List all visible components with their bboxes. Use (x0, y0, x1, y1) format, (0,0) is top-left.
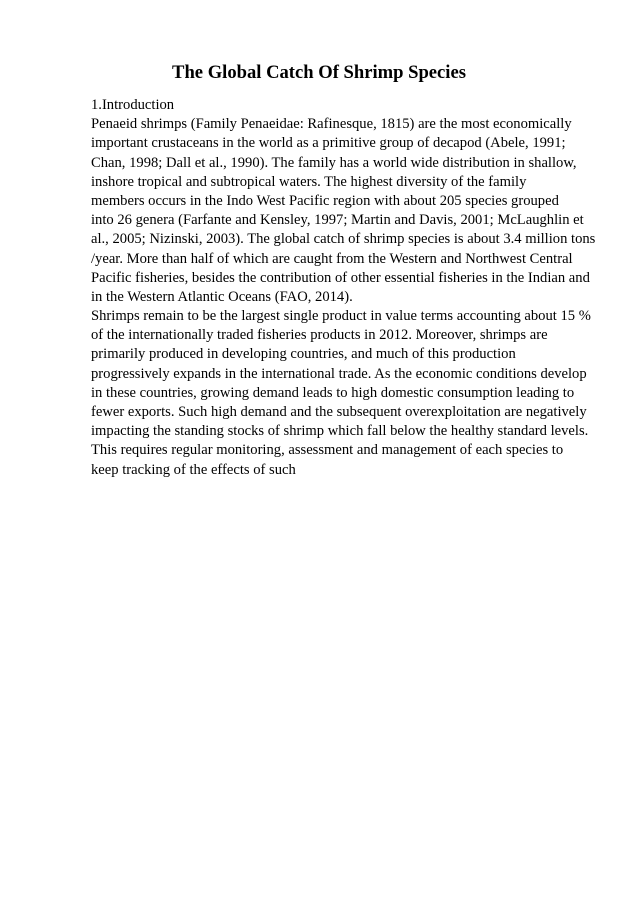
text-line: primarily produced in developing countries, and much of this production (91, 346, 516, 363)
text-line: in these countries, growing demand leads to high domestic consumption leading to (91, 384, 575, 401)
document-body (91, 96, 601, 480)
text-line: of the internationally traded fisheries products in 2012. Moreover, shrimps are (91, 327, 548, 344)
section-heading-introduction: 1.Introduction (91, 97, 175, 113)
text-line: progressively expands in the international trade. As the economic conditions develop (91, 365, 587, 382)
text-line: keep tracking of the effects of such (91, 461, 296, 478)
text-line: /year. More than half of which are caught from the Western and Northwest Central (91, 250, 573, 267)
text-line: Shrimps remain to be the largest single product in value terms accounting about 15 % (91, 308, 591, 325)
text-line: Penaeid shrimps (Family Penaeidae: Rafinesque, 1815) are the most economically (91, 116, 572, 133)
text-line: Chan, 1998; Dall et al., 1990). The family has a world wide distribution in shallow, (91, 154, 577, 171)
text-line: Pacific fisheries, besides the contribution of other essential fisheries in the Indian and (91, 269, 590, 286)
text-line: in the Western Atlantic Oceans (FAO, 2014). (91, 288, 353, 305)
document-title: The Global Catch Of Shrimp Species (172, 62, 466, 83)
text-line: inshore tropical and subtropical waters. The highest diversity of the family (91, 173, 527, 190)
text-line: impacting the standing stocks of shrimp which fall below the healthy standard levels. (91, 423, 589, 440)
text-line: This requires regular monitoring, assessment and management of each species to (91, 442, 564, 459)
text-line: important crustaceans in the world as a primitive group of decapod (Abele, 1991; (91, 135, 566, 152)
text-line: into 26 genera (Farfante and Kensley, 1997; Martin and Davis, 2001; McLaughlin et (91, 212, 584, 229)
text-line: al., 2005; Nizinski, 2003). The global catch of shrimp species is about 3.4 million tons (91, 231, 596, 248)
text-line: members occurs in the Indo West Pacific region with about 205 species grouped (91, 192, 559, 209)
text-line: fewer exports. Such high demand and the subsequent overexploitation are negatively (91, 404, 587, 420)
